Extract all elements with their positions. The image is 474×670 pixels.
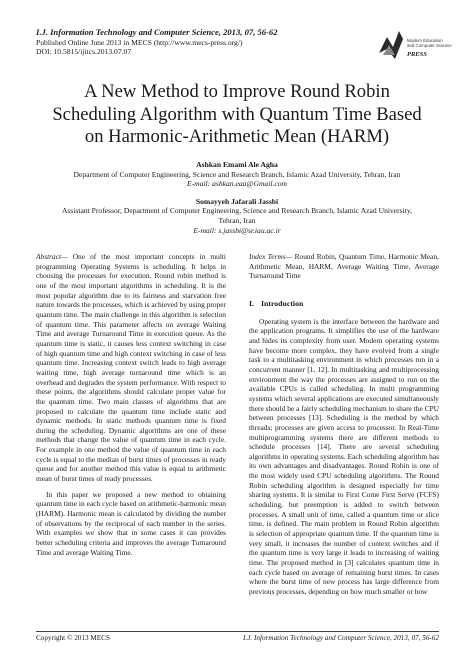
author-affiliation-location: Tehran, Iran xyxy=(218,215,256,225)
author-email: E-mail: s.jassbi@sr.iau.ac.ir xyxy=(193,225,281,235)
abstract xyxy=(36,252,226,484)
title-line-3: on Harmonic-Arithmetic Mean (HARM) xyxy=(84,126,390,147)
author-name: Somayyeh Jafarali Jassbi xyxy=(195,196,279,206)
doi: DOI: 10.5815/ijitcs.2013.07.07 xyxy=(36,47,132,57)
index-terms-text: Round Robin, Quantum Time, Harmonic Mean, Arithmetic Mean, HARM, Average Waiting Time, Average Turnaround Time xyxy=(249,252,439,281)
author-1 xyxy=(20,160,454,189)
footer-journal: I.J. Information Technology and Computer Science, 2013, 07, 56-62 xyxy=(243,634,439,642)
author-list xyxy=(20,160,454,243)
paper-title xyxy=(20,81,454,149)
author-2 xyxy=(20,197,454,235)
logo-line-2: and Computer Science xyxy=(407,43,452,48)
footer-copyright: Copyright © 2013 MECS xyxy=(36,634,110,642)
section-number: I. xyxy=(249,298,254,308)
right-column xyxy=(249,252,439,603)
author-affiliation: Department of Computer Engineering, Science and Research Branch, Islamic Azad University, Tehran, Iran xyxy=(73,169,401,179)
footer-divider xyxy=(36,631,439,632)
title-line-1: A New Method to Improve Round Robin xyxy=(84,81,390,102)
introduction-paragraph: Operating system is the interface between the hardware and the application programs. It simplifies the use of the hardware and hides its complexity from user. Modern operating systems have become more complex, they have evolved from a single task to a multitasking environment in which processes run in a concurrent manner [1, 12]. In multitasking and multiprocessing environment the way the processes are assigned to run on the available CPUs is called scheduling. In multi programming systems which several applications are executed simultaneously there should be a fairly scheduling mechanism to share the CPU between processes [13]. Scheduling is the method by which threads; processes are given access to processor. In Real-Time multiprogramming systems there are different methods to schedule processes [14]. There are several scheduling algorithms in operating systems. Each scheduling algorithm has its own advantages and disadvantages. Round Robin is one of the most widely used CPU scheduling algorithms. The Round Robin scheduling algorithm is designed especially for time sharing systems. It is similar to First Come First Serve (FCFS) scheduling, but preemption is added to switch between processes. A small unit of time, called a quantum time or slice time, is defined. The main problem in Round Robin algorithm is selection of appropriate quantum time. If the quantum time is very small, it increases the number of context switches and if the quantum time is very large it leads to increasing of waiting time. The proposed method in [3] calculates quantum time in each cycle based on average of remaining burst times. In cases where the burst time of new process has large difference from previous processes, depending on how much smaller or how xyxy=(249,316,439,596)
publication-info: Published Online June 2013 in MECS (http://www.mecs-press.org/) xyxy=(36,37,243,47)
author-affiliation: Assistant Professor, Department of Computer Engineering, Science and Research Branch, Islamic Azad University, xyxy=(61,206,413,216)
author-name: Ashkan Emami Ale Agha xyxy=(196,160,278,169)
section-heading-introduction xyxy=(249,299,439,309)
logo-brand: PRESS xyxy=(407,51,427,58)
abstract-text: One of the most important concepts in multi programming Operating Systems is scheduling. It helps in choosing the processes for execution. Round robin method is one of the most important algorithms in scheduling. It is the most popular algorithm due to its fairness and starvation free nature towards the processes, which is achieved by using proper quantum time. The main challenge in this algorithm is selection of quantum time. This parameter affects on average Waiting Time and average Turnaround Time in execution queue. As the quantum time is static, it causes less context switching in case of high quantum time and high context switching in case of less quantum time. Increasing context switch leads to high average waiting time, high average turnaround time which is an overhead and degrades the system performance. With respect to these points, the algorithms should calculate proper value for the quantum time. Two main classes of algorithms that are proposed to calculate the quantum time include static and dynamic methods. In static methods quantum time is fixed during the scheduling. Dynamic algorithms are one of these methods that change the value of quantum time in each cycle. For example in one method the value of quantum time in each cycle is equal to the median of burst times of processes in ready queue and for another method this value is equal to arithmetic mean of burst times of ready processes. xyxy=(36,252,226,484)
logo-line-1: Modern Education xyxy=(407,38,443,43)
index-terms xyxy=(249,252,439,281)
index-terms-label: Index Terms— xyxy=(249,252,293,261)
title-line-2: Scheduling Algorithm with Quantum Time Based xyxy=(52,103,422,125)
journal-header xyxy=(36,27,366,57)
section-title: Introduction xyxy=(261,298,304,308)
mecs-press-logo xyxy=(373,25,452,65)
abstract-paragraph-2: In this paper we proposed a new method to obtaining quantum time in each cycle based on arithmetic-harmonic mean (HARM). Harmonic mean is calculated by dividing the number of observations by the reciprocal of each number in the series. With examples we show that in some cases it can provides better scheduling criteria and improves the average Turnaround Time and average Waiting Time. xyxy=(36,489,226,557)
abstract-label: Abstract— xyxy=(36,252,68,261)
author-email: E-mail: ashkan.eaa@Gmail.com xyxy=(187,179,287,189)
mecs-logo-graphic xyxy=(373,25,452,65)
journal-title: I.J. Information Technology and Computer Science, 2013, 07, 56-62 xyxy=(36,27,278,37)
left-column xyxy=(36,252,226,563)
